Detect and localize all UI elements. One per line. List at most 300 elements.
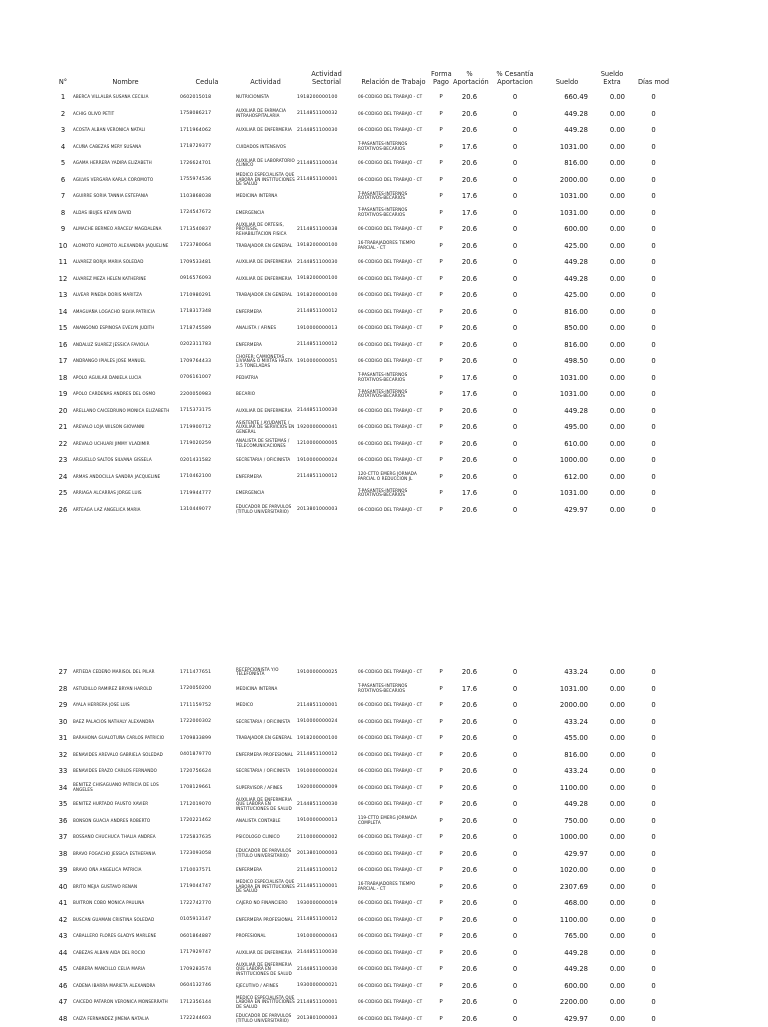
cedula: 1719944777 (179, 485, 235, 502)
dias-mod: 0 (633, 188, 674, 205)
row-number: 47 (54, 994, 72, 1011)
sueldo: 433.24 (543, 714, 591, 731)
employee-name: BUSCAN GUAMAN CRISTINA SOLEDAD (72, 912, 179, 929)
actividad-sectorial: 1910000000043 (296, 928, 357, 945)
sueldo: 468.00 (543, 895, 591, 912)
actividad: ENFERMERA PROFESIONAL (235, 912, 296, 929)
actividad: ASISTENTE / AYUDANTE / AUXILIAR DE SERVICIOS EN GENERAL (235, 419, 296, 436)
sueldo-extra: 0.00 (591, 714, 633, 731)
cesantia: 0 (487, 796, 543, 813)
actividad: AUXILIAR DE ENFERMERIA (235, 271, 296, 288)
table-header-row (54, 68, 674, 89)
row-number: 21 (54, 419, 72, 436)
sueldo: 449.28 (543, 796, 591, 813)
relacion-trabajo: 120-CTTO EMERG JORNADA PARCIAL O REDUCCION JL (357, 469, 430, 486)
relacion-trabajo: 06-CODIGO DEL TRABAJO - CT (357, 106, 430, 123)
table-row (54, 945, 674, 962)
employee-name: BENITEZ HURTADO FAUSTO XAVIER (72, 796, 179, 813)
cedula: 0604132746 (179, 978, 235, 995)
actividad: ENFERMERA (235, 304, 296, 321)
header-cedula: Cedula (179, 68, 235, 89)
sueldo-extra: 0.00 (591, 928, 633, 945)
actividad-sectorial: 2114851100001 (296, 172, 357, 189)
sueldo-extra: 0.00 (591, 469, 633, 486)
aportacion: 20.6 (452, 287, 487, 304)
cedula: 1710980291 (179, 287, 235, 304)
relacion-trabajo: 06-CODIGO DEL TRABAJO - CT (357, 895, 430, 912)
employee-name: BENAVIDES AREVALO GABRIELA SOLEDAD (72, 747, 179, 764)
sueldo: 1031.00 (543, 205, 591, 222)
sueldo: 449.28 (543, 403, 591, 420)
cedula: 1709533481 (179, 254, 235, 271)
dias-mod: 0 (633, 978, 674, 995)
aportacion: 20.6 (452, 403, 487, 420)
table-row (54, 697, 674, 714)
actividad: MEDICO (235, 697, 296, 714)
sueldo-extra: 0.00 (591, 221, 633, 238)
sueldo: 449.28 (543, 945, 591, 962)
aportacion: 17.6 (452, 681, 487, 698)
relacion-trabajo: 06-CODIGO DEL TRABAJO - CT (357, 403, 430, 420)
sueldo-extra: 0.00 (591, 287, 633, 304)
forma-pago: P (430, 664, 452, 681)
actividad: PROFESIONAL (235, 928, 296, 945)
forma-pago: P (430, 912, 452, 929)
actividad: BECARIO (235, 386, 296, 403)
cesantia: 0 (487, 221, 543, 238)
aportacion: 20.6 (452, 304, 487, 321)
header-nombre: Nombre (72, 68, 179, 89)
sueldo-extra: 0.00 (591, 139, 633, 156)
table-row (54, 780, 674, 797)
actividad: MEDICINA INTERNA (235, 188, 296, 205)
forma-pago: P (430, 221, 452, 238)
dias-mod: 0 (633, 912, 674, 929)
cesantia: 0 (487, 813, 543, 830)
table-row (54, 254, 674, 271)
aportacion: 20.6 (452, 829, 487, 846)
aportacion: 20.6 (452, 1011, 487, 1027)
relacion-trabajo: 06-CODIGO DEL TRABAJO - CT (357, 502, 430, 519)
aportacion: 20.6 (452, 452, 487, 469)
aportacion: 20.6 (452, 978, 487, 995)
row-number: 27 (54, 664, 72, 681)
dias-mod: 0 (633, 961, 674, 978)
actividad-sectorial: 1930000000019 (296, 895, 357, 912)
employee-name: ASTUDILLO RAMIREZ BRYAN HAROLD (72, 681, 179, 698)
aportacion: 17.6 (452, 188, 487, 205)
table-row (54, 485, 674, 502)
header-forma-pago: Forma Pago (430, 68, 452, 89)
table-row (54, 681, 674, 698)
forma-pago: P (430, 862, 452, 879)
cesantia: 0 (487, 829, 543, 846)
row-number: 37 (54, 829, 72, 846)
row-number: 38 (54, 846, 72, 863)
employee-name: ALDAS IBUJES KEVIN DAVID (72, 205, 179, 222)
table-row (54, 714, 674, 731)
dias-mod: 0 (633, 89, 674, 106)
row-number: 29 (54, 697, 72, 714)
row-number: 45 (54, 961, 72, 978)
aportacion: 20.6 (452, 879, 487, 896)
row-number: 18 (54, 370, 72, 387)
actividad: ENFERMERA (235, 862, 296, 879)
actividad-sectorial: 2013801000003 (296, 846, 357, 863)
sueldo: 612.00 (543, 469, 591, 486)
sueldo: 816.00 (543, 337, 591, 354)
row-number: 14 (54, 304, 72, 321)
sueldo: 816.00 (543, 304, 591, 321)
aportacion: 20.6 (452, 763, 487, 780)
sueldo: 1000.00 (543, 829, 591, 846)
cedula: 1719044747 (179, 879, 235, 896)
forma-pago: P (430, 304, 452, 321)
dias-mod: 0 (633, 386, 674, 403)
sueldo: 433.24 (543, 664, 591, 681)
aportacion: 20.6 (452, 714, 487, 731)
header-dias-mod: Días mod (633, 68, 674, 89)
dias-mod: 0 (633, 763, 674, 780)
sueldo: 850.00 (543, 320, 591, 337)
row-number: 22 (54, 436, 72, 453)
forma-pago: P (430, 961, 452, 978)
cesantia: 0 (487, 139, 543, 156)
actividad-sectorial: 2114851100012 (296, 304, 357, 321)
sueldo: 1031.00 (543, 485, 591, 502)
cedula: 1710462100 (179, 469, 235, 486)
actividad: ANALISTA DE SISTEMAS / TELECOMUNICACIONES (235, 436, 296, 453)
header-relacion: Relación de Trabajo (357, 68, 430, 89)
sueldo: 429.97 (543, 502, 591, 519)
actividad-sectorial: 2114851100032 (296, 106, 357, 123)
table-row (54, 664, 674, 681)
forma-pago: P (430, 188, 452, 205)
actividad-sectorial: 2144851100030 (296, 122, 357, 139)
sueldo-extra: 0.00 (591, 337, 633, 354)
row-number: 42 (54, 912, 72, 929)
dias-mod: 0 (633, 862, 674, 879)
employee-name: APOLO AGUILAR DANIELA LUCIA (72, 370, 179, 387)
sueldo-extra: 0.00 (591, 813, 633, 830)
row-number: 46 (54, 978, 72, 995)
row-number: 39 (54, 862, 72, 879)
dias-mod: 0 (633, 304, 674, 321)
relacion-trabajo: 06-CODIGO DEL TRABAJO - CT (357, 221, 430, 238)
actividad-sectorial: 2013801000003 (296, 1011, 357, 1027)
row-number: 5 (54, 155, 72, 172)
header-sueldo: Sueldo (543, 68, 591, 89)
relacion-trabajo: 06-CODIGO DEL TRABAJO - CT (357, 697, 430, 714)
sueldo-extra: 0.00 (591, 994, 633, 1011)
aportacion: 20.6 (452, 862, 487, 879)
relacion-trabajo: 06-CODIGO DEL TRABAJO - CT (357, 254, 430, 271)
dias-mod: 0 (633, 796, 674, 813)
cedula: 1724547672 (179, 205, 235, 222)
sueldo-extra: 0.00 (591, 1011, 633, 1027)
forma-pago: P (430, 714, 452, 731)
dias-mod: 0 (633, 320, 674, 337)
actividad: ENFERMERA (235, 337, 296, 354)
relacion-trabajo: 06-CODIGO DEL TRABAJO - CT (357, 337, 430, 354)
actividad-sectorial (296, 485, 357, 502)
cedula: 1710037571 (179, 862, 235, 879)
cedula: 1720756624 (179, 763, 235, 780)
sueldo-extra: 0.00 (591, 829, 633, 846)
employee-name: ARMAS ANDOCILLA SANDRA JACQUELINE (72, 469, 179, 486)
actividad: EJECUTIVO / AFINES (235, 978, 296, 995)
table-row (54, 172, 674, 189)
actividad-sectorial: 2114851100012 (296, 912, 357, 929)
aportacion: 17.6 (452, 205, 487, 222)
cesantia: 0 (487, 205, 543, 222)
table-row (54, 139, 674, 156)
sueldo: 600.00 (543, 221, 591, 238)
cesantia: 0 (487, 155, 543, 172)
forma-pago: P (430, 205, 452, 222)
cesantia: 0 (487, 370, 543, 387)
sueldo-extra: 0.00 (591, 419, 633, 436)
cedula: 0916576093 (179, 271, 235, 288)
cedula: 1709764433 (179, 353, 235, 370)
actividad: CUIDADOS INTENSIVOS (235, 139, 296, 156)
dias-mod: 0 (633, 155, 674, 172)
cesantia: 0 (487, 763, 543, 780)
aportacion: 20.6 (452, 254, 487, 271)
cedula: 1711159752 (179, 697, 235, 714)
aportacion: 20.6 (452, 89, 487, 106)
forma-pago: P (430, 697, 452, 714)
actividad: MEDICINA INTERNA (235, 681, 296, 698)
employee-name: AGUIRRE SORIA TANNIA ESTEFANIA (72, 188, 179, 205)
employee-name: ALOMOTO ALOMOTO ALEXANDRA JAQUELINE (72, 238, 179, 255)
table-row (54, 452, 674, 469)
table-row (54, 961, 674, 978)
header-aportacion: % Aportación (452, 68, 487, 89)
actividad: PSICOLOGO CLINICO (235, 829, 296, 846)
actividad-sectorial: 2114851100001 (296, 697, 357, 714)
employee-name: ANDRANGO IPIALES JOSE MANUEL (72, 353, 179, 370)
actividad: AUXILIAR DE ENFERMERIA QUE LABORA EN INSTITUCIONES DE SALUD (235, 961, 296, 978)
actividad: NUTRICIONISTA (235, 89, 296, 106)
forma-pago: P (430, 895, 452, 912)
row-number: 13 (54, 287, 72, 304)
aportacion: 20.6 (452, 155, 487, 172)
cesantia: 0 (487, 353, 543, 370)
cedula: 0401879770 (179, 747, 235, 764)
cedula: 1713540837 (179, 221, 235, 238)
relacion-trabajo: T-PASANTES-INTERNOS ROTATIVOS-BECARIOS (357, 139, 430, 156)
table-row (54, 895, 674, 912)
row-number: 35 (54, 796, 72, 813)
employee-name: ALVEAR PINEDA DORIS MARITZA (72, 287, 179, 304)
row-number: 4 (54, 139, 72, 156)
forma-pago: P (430, 172, 452, 189)
relacion-trabajo: 06-CODIGO DEL TRABAJO - CT (357, 994, 430, 1011)
aportacion: 20.6 (452, 221, 487, 238)
cesantia: 0 (487, 452, 543, 469)
table-row (54, 469, 674, 486)
table-row (54, 763, 674, 780)
dias-mod: 0 (633, 945, 674, 962)
aportacion: 20.6 (452, 502, 487, 519)
actividad-sectorial: 1918200000100 (296, 89, 357, 106)
cedula: 1103868038 (179, 188, 235, 205)
sueldo-extra: 0.00 (591, 188, 633, 205)
sueldo-extra: 0.00 (591, 403, 633, 420)
dias-mod: 0 (633, 714, 674, 731)
sueldo: 1000.00 (543, 452, 591, 469)
relacion-trabajo: 06-CODIGO DEL TRABAJO - CT (357, 829, 430, 846)
table-row (54, 287, 674, 304)
cesantia: 0 (487, 304, 543, 321)
actividad-sectorial: 2114851100012 (296, 862, 357, 879)
aportacion: 20.6 (452, 994, 487, 1011)
aportacion: 17.6 (452, 139, 487, 156)
dias-mod: 0 (633, 403, 674, 420)
relacion-trabajo: 06-CODIGO DEL TRABAJO - CT (357, 304, 430, 321)
cedula: 1719020259 (179, 436, 235, 453)
dias-mod: 0 (633, 879, 674, 896)
cesantia: 0 (487, 780, 543, 797)
cesantia: 0 (487, 188, 543, 205)
cedula: 1722742770 (179, 895, 235, 912)
cedula: 0602015018 (179, 89, 235, 106)
row-number: 3 (54, 122, 72, 139)
row-number: 23 (54, 452, 72, 469)
sueldo-extra: 0.00 (591, 436, 633, 453)
relacion-trabajo: 06-CODIGO DEL TRABAJO - CT (357, 780, 430, 797)
cedula: 1709283574 (179, 961, 235, 978)
sueldo-extra: 0.00 (591, 747, 633, 764)
sueldo-extra: 0.00 (591, 912, 633, 929)
cedula: 1717929747 (179, 945, 235, 962)
relacion-trabajo: 06-CODIGO DEL TRABAJO - CT (357, 763, 430, 780)
header-actividad: Actividad (235, 68, 296, 89)
row-number: 16 (54, 337, 72, 354)
actividad-sectorial: 2114851100001 (296, 994, 357, 1011)
dias-mod: 0 (633, 485, 674, 502)
row-number: 7 (54, 188, 72, 205)
payroll-table (54, 68, 674, 518)
sueldo-extra: 0.00 (591, 320, 633, 337)
actividad-sectorial: 2144851100030 (296, 403, 357, 420)
actividad-sectorial (296, 386, 357, 403)
actividad: MEDICO ESPECIALISTA QUE LABORA EN INSTITUCIONES DE SALUD (235, 879, 296, 896)
forma-pago: P (430, 320, 452, 337)
table-row (54, 436, 674, 453)
cesantia: 0 (487, 271, 543, 288)
row-number: 28 (54, 681, 72, 698)
aportacion: 20.6 (452, 846, 487, 863)
relacion-trabajo: 16-TRABAJADORES TIEMPO PARCIAL - CT (357, 238, 430, 255)
employee-name: ARRIAGA ALCARRAS JORGE LUIS (72, 485, 179, 502)
table-row (54, 122, 674, 139)
actividad: AUXILIAR DE ENFERMERIA (235, 122, 296, 139)
sueldo: 429.97 (543, 846, 591, 863)
employee-name: BONSON GUACIA ANDRES ROBERTO (72, 813, 179, 830)
forma-pago: P (430, 681, 452, 698)
table-row (54, 978, 674, 995)
sueldo-extra: 0.00 (591, 780, 633, 797)
relacion-trabajo: T-PASANTES-INTERNOS ROTATIVOS-BECARIOS (357, 386, 430, 403)
relacion-trabajo: T-PASANTES-INTERNOS ROTATIVOS-BECARIOS (357, 370, 430, 387)
cedula: 0202311783 (179, 337, 235, 354)
sueldo-extra: 0.00 (591, 862, 633, 879)
cedula: 1711477651 (179, 664, 235, 681)
sueldo: 425.00 (543, 238, 591, 255)
sueldo-extra: 0.00 (591, 730, 633, 747)
sueldo: 429.97 (543, 1011, 591, 1027)
cedula: 1725837635 (179, 829, 235, 846)
sueldo: 1100.00 (543, 780, 591, 797)
actividad-sectorial: 2144851100030 (296, 945, 357, 962)
actividad-sectorial (296, 139, 357, 156)
forma-pago: P (430, 287, 452, 304)
dias-mod: 0 (633, 697, 674, 714)
actividad-sectorial: 2144851100030 (296, 961, 357, 978)
table-row (54, 928, 674, 945)
employee-name: BAEZ PALACIOS NATHALY ALEXANDRA (72, 714, 179, 731)
sueldo: 498.50 (543, 353, 591, 370)
actividad: SECRETARIA / OFICINISTA (235, 763, 296, 780)
actividad-sectorial: 1918200000100 (296, 238, 357, 255)
forma-pago: P (430, 386, 452, 403)
sueldo: 816.00 (543, 747, 591, 764)
cesantia: 0 (487, 862, 543, 879)
dias-mod: 0 (633, 813, 674, 830)
actividad-sectorial: 2110000000002 (296, 829, 357, 846)
actividad: AUXILIAR DE ENFERMERIA QUE LABORA EN INSTITUCIONES DE SALUD (235, 796, 296, 813)
row-number: 2 (54, 106, 72, 123)
sueldo: 495.00 (543, 419, 591, 436)
dias-mod: 0 (633, 271, 674, 288)
relacion-trabajo: 06-CODIGO DEL TRABAJO - CT (357, 172, 430, 189)
dias-mod: 0 (633, 502, 674, 519)
sueldo-extra: 0.00 (591, 172, 633, 189)
sueldo-extra: 0.00 (591, 945, 633, 962)
employee-name: AGILVIS VERGARA KARLA COROMOTO (72, 172, 179, 189)
row-number: 17 (54, 353, 72, 370)
actividad-sectorial: 2114851100012 (296, 469, 357, 486)
cedula: 1719900712 (179, 419, 235, 436)
forma-pago: P (430, 485, 452, 502)
relacion-trabajo: 06-CODIGO DEL TRABAJO - CT (357, 89, 430, 106)
cedula: 1712019070 (179, 796, 235, 813)
cesantia: 0 (487, 106, 543, 123)
forma-pago: P (430, 403, 452, 420)
dias-mod: 0 (633, 139, 674, 156)
relacion-trabajo: T-PASANTES-INTERNOS ROTATIVOS-BECARIOS (357, 681, 430, 698)
forma-pago: P (430, 502, 452, 519)
cedula: 1718745589 (179, 320, 235, 337)
actividad: ANALISTA / AFINES (235, 320, 296, 337)
relacion-trabajo: 06-CODIGO DEL TRABAJO - CT (357, 419, 430, 436)
aportacion: 20.6 (452, 730, 487, 747)
sueldo-extra: 0.00 (591, 370, 633, 387)
forma-pago: P (430, 747, 452, 764)
cedula: 1722244603 (179, 1011, 235, 1027)
actividad: ENFERMERA (235, 469, 296, 486)
table-row (54, 386, 674, 403)
employee-name: BOSSANO CHUCHUCA THALIA ANDREA (72, 829, 179, 846)
forma-pago: P (430, 829, 452, 846)
relacion-trabajo: T-PASANTES-INTERNOS ROTATIVOS-BECARIOS (357, 485, 430, 502)
sueldo-extra: 0.00 (591, 254, 633, 271)
actividad-sectorial: 1920000000041 (296, 419, 357, 436)
cedula: 1758086217 (179, 106, 235, 123)
actividad-sectorial: 1910000000024 (296, 763, 357, 780)
